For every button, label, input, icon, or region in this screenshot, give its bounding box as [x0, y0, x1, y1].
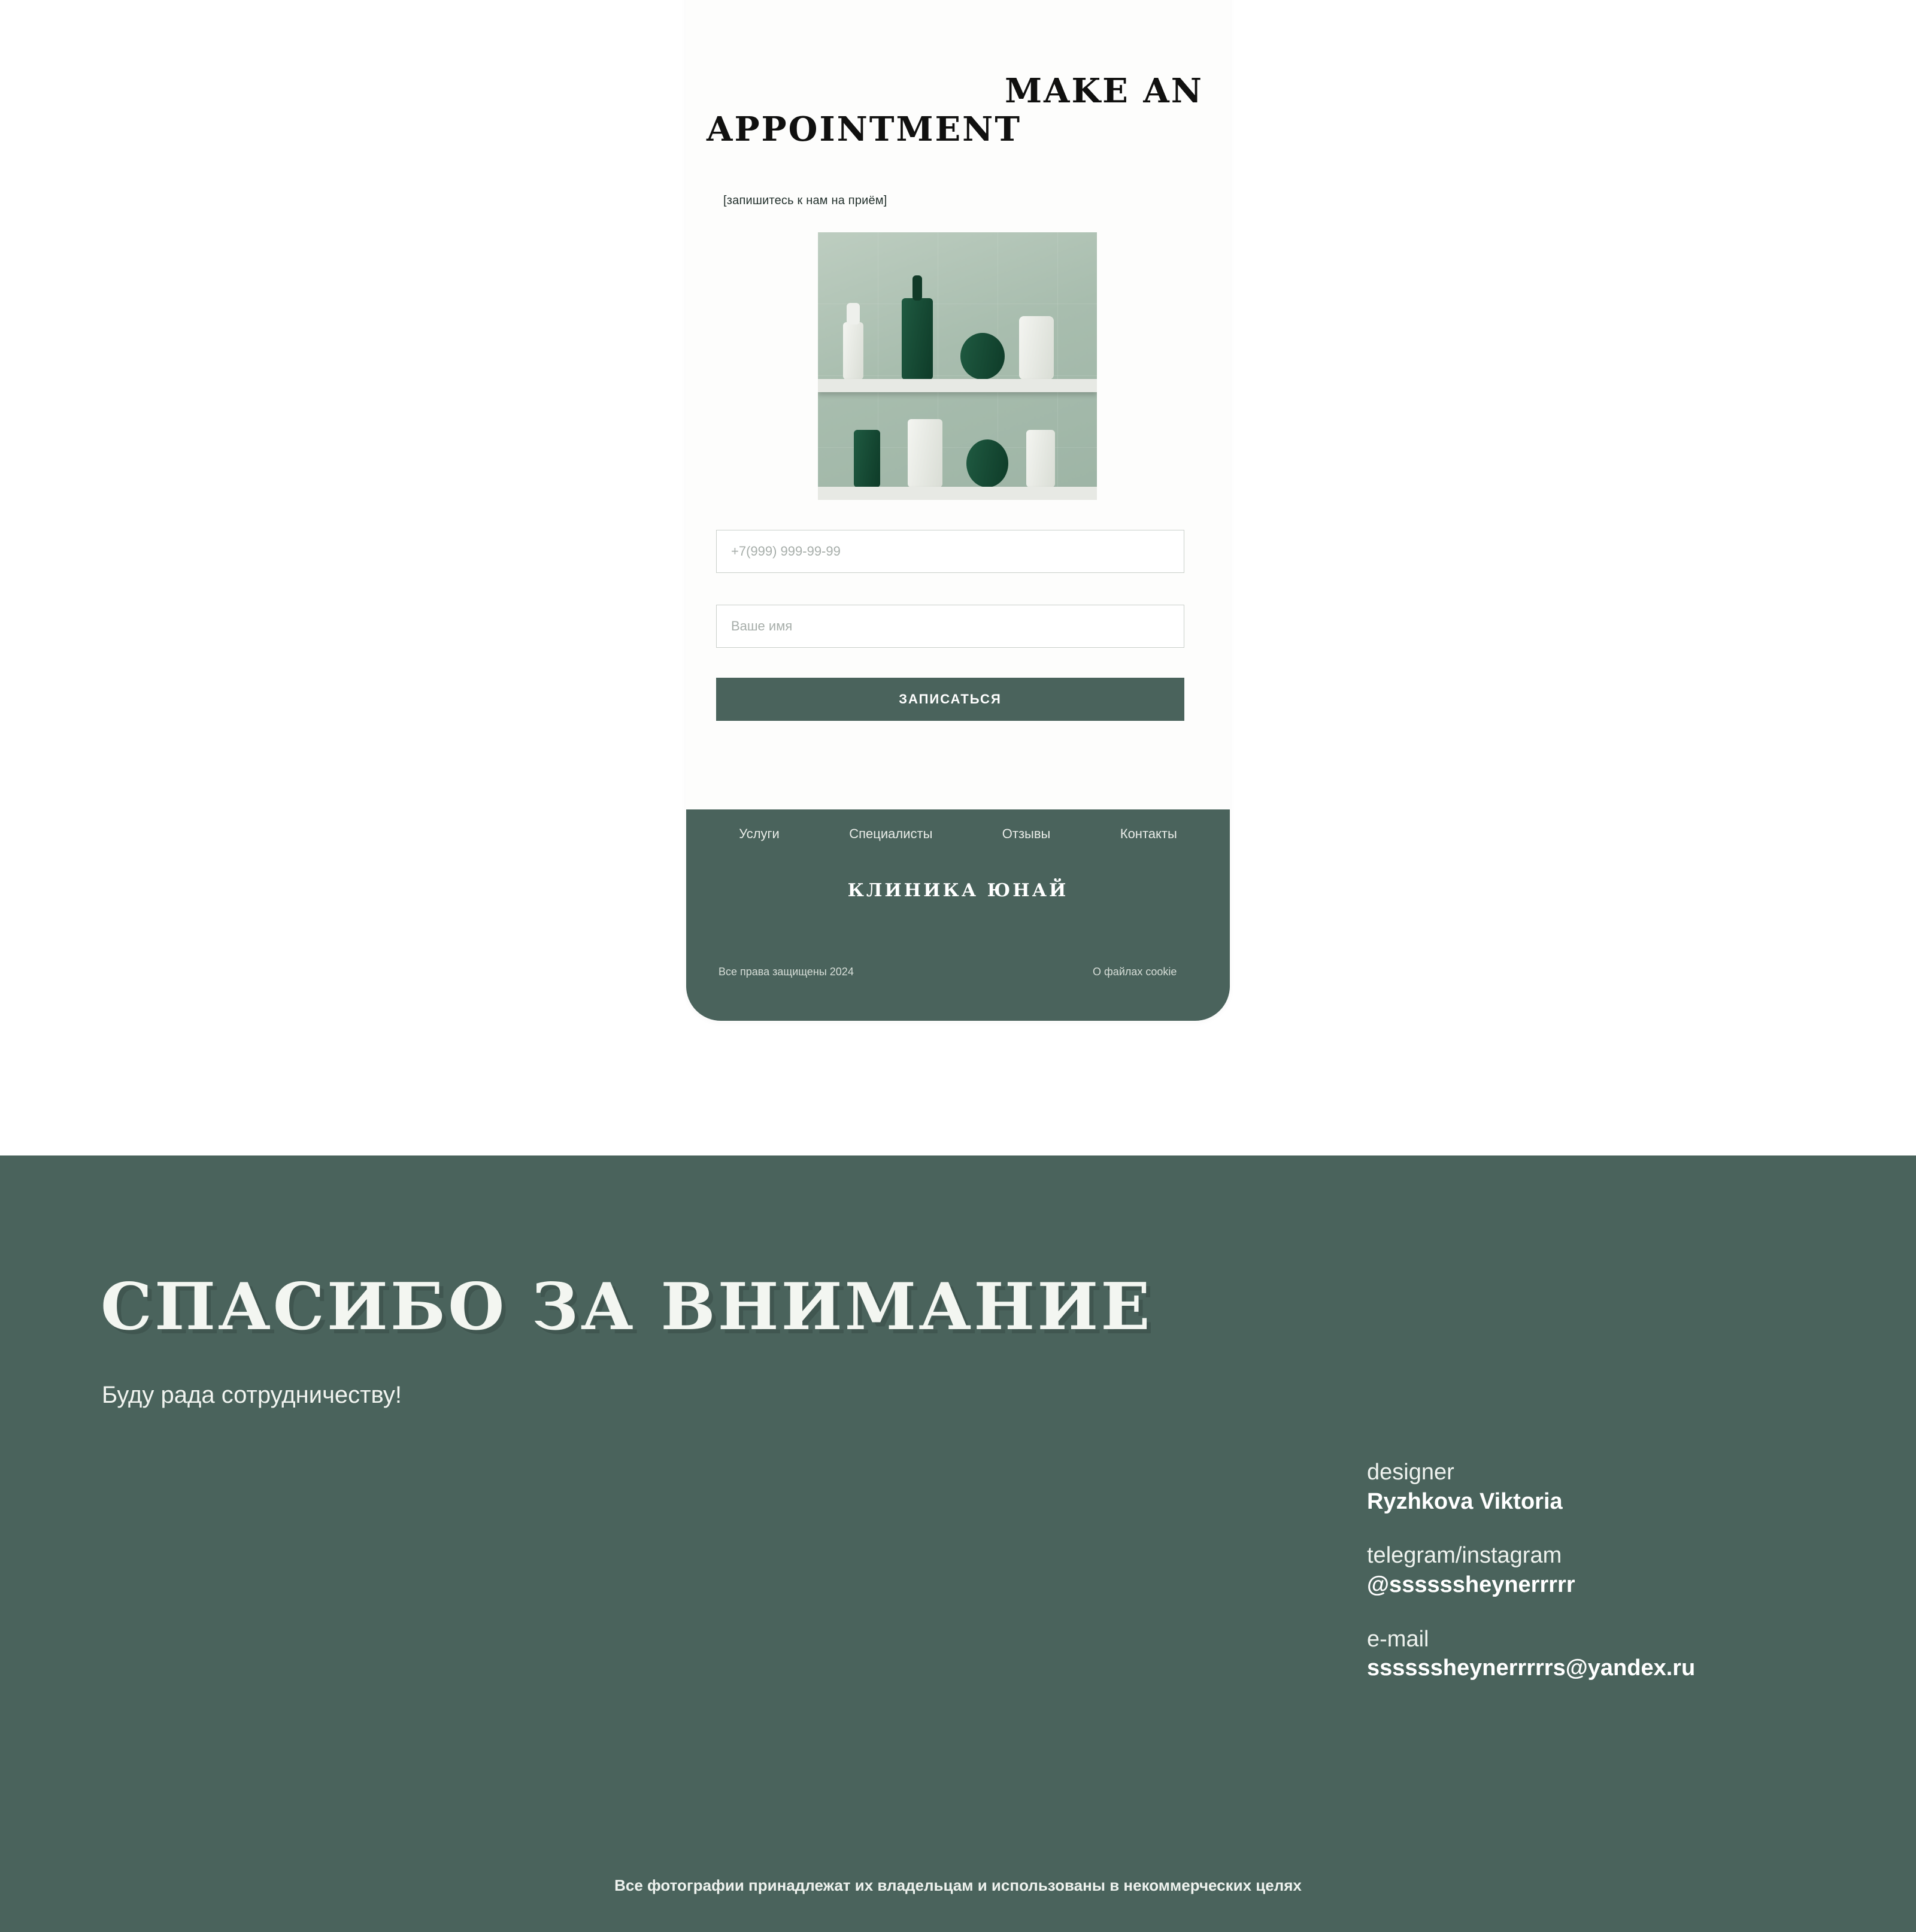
nav-item-specialists[interactable]: Специалисты: [849, 826, 933, 841]
designer-contacts: [1367, 1458, 1822, 1708]
product-jar: [966, 439, 1008, 487]
product-bottle: [843, 322, 863, 380]
nav-item-services[interactable]: Услуги: [739, 826, 780, 841]
photo-shelf: [818, 379, 1097, 392]
product-bottle: [854, 430, 880, 487]
cookies-link[interactable]: О файлах cookie: [1093, 966, 1177, 978]
outro-subtitle: Буду рада сотрудничеству!: [102, 1382, 402, 1408]
presentation-slide-outro: [0, 1155, 1916, 1932]
contact-value-designer: Ryzhkova Viktoria: [1367, 1488, 1563, 1514]
clinic-brand-name: КЛИНИКА ЮНАЙ: [847, 880, 1069, 901]
contact-social: [1367, 1541, 1822, 1599]
contact-label-designer: designer: [1367, 1460, 1454, 1485]
phone-footer-nav: [686, 826, 1230, 842]
contact-designer: [1367, 1458, 1822, 1516]
nav-item-reviews[interactable]: Отзывы: [1002, 826, 1051, 841]
appointment-heading: [707, 71, 1203, 150]
submit-appointment-button[interactable]: ЗАПИСАТЬСЯ: [716, 678, 1184, 721]
cosmetics-photo: [818, 232, 1097, 500]
product-bottle-cap: [847, 303, 860, 324]
product-tube: [1019, 316, 1054, 380]
name-input[interactable]: Ваше имя: [716, 605, 1184, 648]
outro-title: СПАСИБО ЗА ВНИМАНИЕ: [101, 1269, 1153, 1345]
appointment-heading-line1: MAKE AN: [1005, 71, 1203, 111]
product-bottle-cap: [912, 275, 922, 301]
product-bottle: [908, 419, 942, 487]
phone-input[interactable]: +7(999) 999-99-99: [716, 530, 1184, 573]
contact-email: [1367, 1625, 1822, 1683]
copyright-text: Все права защищены 2024: [718, 966, 854, 978]
product-jar: [960, 333, 1005, 380]
photo-credits-note: Все фотографии принадлежат их владельцам и использованы в некоммерческих целях: [614, 1876, 1302, 1894]
product-bottle: [902, 298, 933, 380]
appointment-heading-line2: APPOINTMENT: [707, 110, 1022, 150]
nav-item-contacts[interactable]: Контакты: [1120, 826, 1177, 841]
contact-label-email: e-mail: [1367, 1626, 1429, 1652]
contact-label-social: telegram/instagram: [1367, 1543, 1562, 1569]
contact-value-social[interactable]: @ssssssheynerrrrr: [1367, 1572, 1575, 1597]
product-bottle: [1026, 430, 1055, 487]
photo-shelf: [818, 487, 1097, 500]
appointment-subtitle: [запишитесь к нам на приём]: [723, 194, 887, 207]
contact-value-email[interactable]: ssssssheynerrrrrs@yandex.ru: [1367, 1655, 1696, 1681]
